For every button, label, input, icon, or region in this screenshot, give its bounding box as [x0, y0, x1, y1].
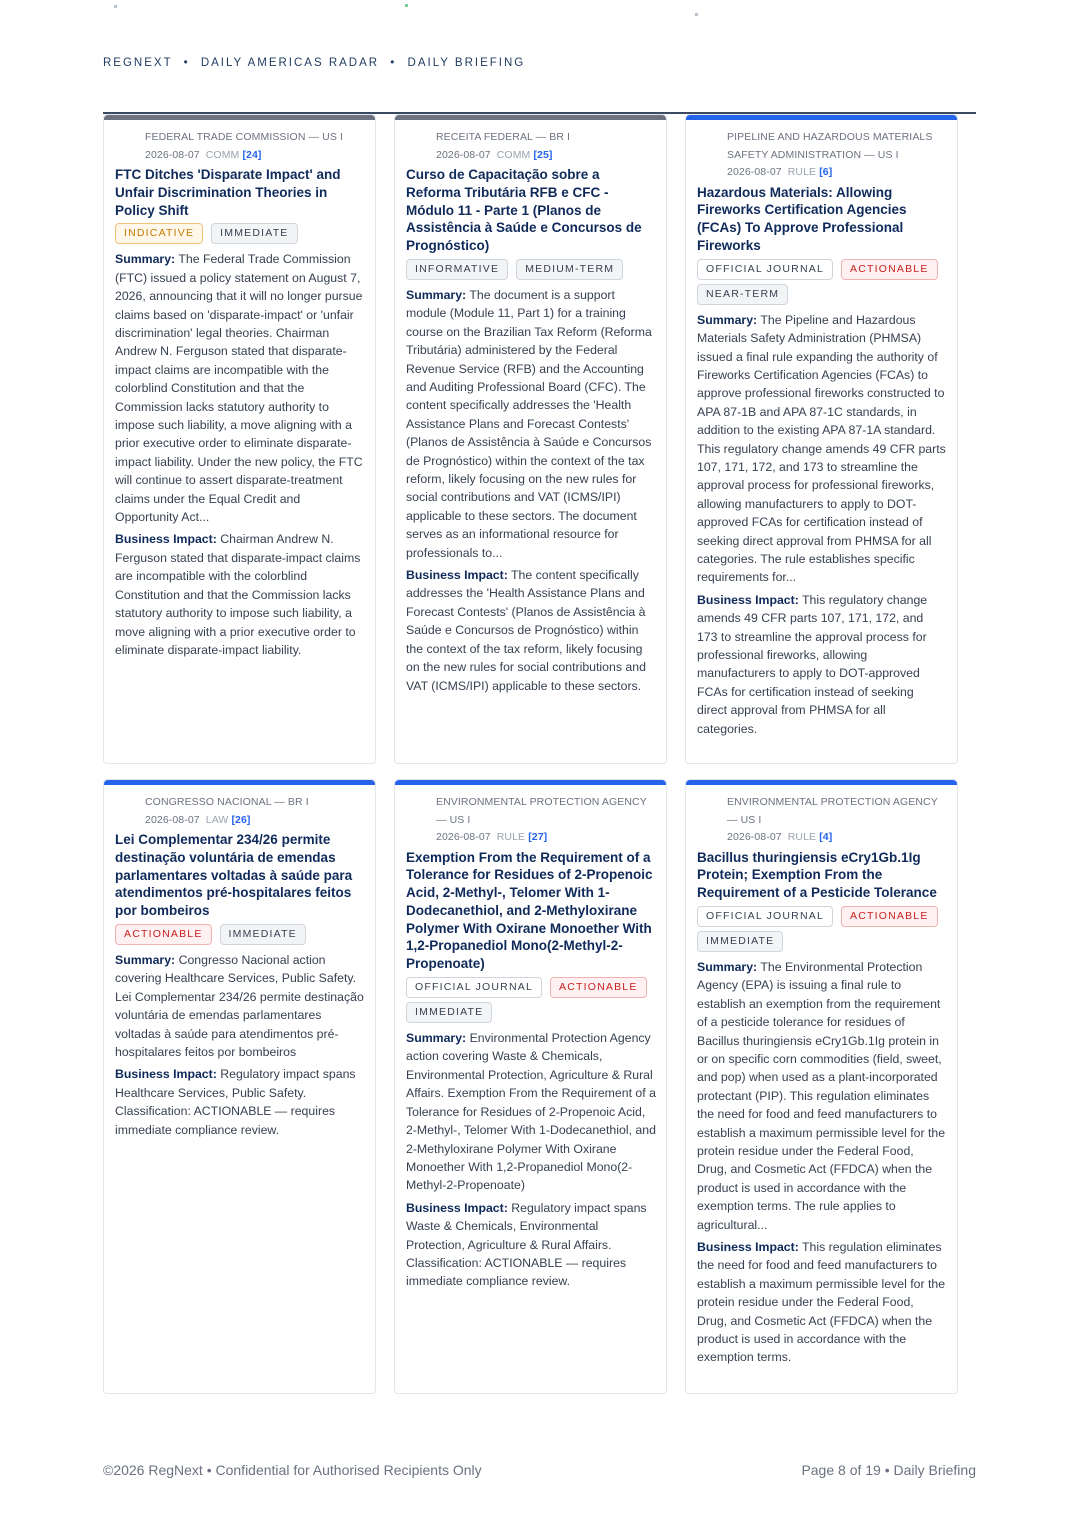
card-title[interactable]: Hazardous Materials: Allowing Fireworks Certification Agencies (FCAs) To Approve Professional Fireworks: [697, 184, 907, 253]
summary-text: The Federal Trade Commission (FTC) issued a policy statement on August 7, 2026, announcing that it will no longer pursue claims based on 'disparate-impact' or 'unfair discrimination' legal theories. Chairman Andrew N. Ferguson stated that disparate-impact claims are incompatible with the colorblind Constitution and that the Commission lacks statutory authority to impose such liability, a move aligning with a prior executive order to eliminate disparate-impact liability. Under the new policy, the FTC will continue to assert disparate-treatment claims under the Equal Credit and Opportunity Act...: [115, 252, 363, 525]
impact-text: Regulatory impact spans Healthcare Services, Public Safety. Classification: ACTIONABLE — requires immediate compliance review.: [115, 1067, 356, 1137]
briefing-card: [685, 779, 958, 1394]
card-summary: [697, 311, 947, 587]
card-business-impact: [115, 530, 365, 659]
impact-label: Business Impact:: [697, 1239, 799, 1254]
card-badges: [406, 259, 656, 280]
card-badge-neutral: INFORMATIVE: [406, 259, 508, 280]
summary-label: Summary:: [697, 312, 758, 327]
card-type: RULE: [787, 166, 817, 178]
header-doc: DAILY BRIEFING: [407, 57, 526, 69]
card-source: [697, 794, 947, 847]
card-accent-bar: [686, 780, 957, 785]
card-business-impact: [406, 1199, 656, 1291]
card-ref-link[interactable]: [25]: [533, 148, 553, 161]
card-date: 2026-08-07: [727, 831, 782, 843]
card-badges: [697, 259, 947, 305]
card-summary: [115, 951, 365, 1061]
card-agency: PIPELINE AND HAZARDOUS MATERIALS SAFETY ADMINISTRATION — US I: [727, 131, 933, 161]
impact-label: Business Impact:: [115, 532, 217, 547]
briefing-card: [103, 114, 376, 764]
card-date: 2026-08-07: [727, 166, 782, 178]
card-type: RULE: [496, 831, 526, 843]
card-business-impact: [697, 591, 947, 738]
card-date: 2026-08-07: [436, 831, 491, 843]
header-separator: •: [183, 57, 190, 69]
card-date: 2026-08-07: [145, 148, 200, 161]
card-type: COMM: [496, 148, 531, 161]
impact-label: Business Impact:: [697, 592, 799, 607]
card-body: [395, 780, 666, 1301]
impact-text: This regulatory change amends 49 CFR parts 107, 171, 172, and 173 to streamline the approval process for professional fireworks, allowing manufacturers to apply to DOT-approved FCAs for certification instead of seeking direct approval from PHMSA for all categories.: [697, 592, 928, 736]
card-ref-link[interactable]: [27]: [528, 831, 548, 843]
card-accent-bar: [104, 780, 375, 785]
briefing-card: [685, 114, 958, 764]
card-summary: [406, 286, 656, 562]
card-body: [104, 780, 375, 1149]
card-agency: FEDERAL TRADE COMMISSION — US I: [145, 131, 343, 143]
impact-text: Regulatory impact spans Waste & Chemicals, Environmental Protection, Agriculture & Rural Affairs. Classification: ACTIONABLE — requires immediate compliance review.: [406, 1200, 647, 1289]
impact-text: Chairman Andrew N. Ferguson stated that disparate-impact claims are incompatible with the colorblind Constitution and that the Commission lacks statutory authority to impose such liability, a move aligning with a prior executive order to eliminate disparate-impact liability.: [115, 532, 361, 657]
summary-text: The document is a support module (Module 11, Part 1) for a training course on the Brazilian Tax Reform (Reforma Tributária) administered by the Federal Revenue Service (RFB) and the Accounting and Auditing Professional Board (CFC). The content specifically addresses the 'Health Assistance Plans and Forecast Contests' (Planos de Assistência à Saúde e Concursos de Prognóstico) within the context of the tax reform, likely focusing on the new rules for social contributions and VAT (ICMS/IPI) applicable to these sectors. The document serves as an informational resource for professionals to...: [406, 287, 652, 560]
summary-label: Summary:: [115, 252, 176, 267]
impact-text: This regulation eliminates the need for food and feed manufacturers to establish a maximum permissible level for the protein residue under the Federal Food, Drug, and Cosmetic Act (FFDCA) when the product is used in accordance with the exemption terms.: [697, 1239, 946, 1365]
impact-label: Business Impact:: [115, 1067, 217, 1082]
card-source: [697, 129, 947, 182]
briefing-card: [394, 114, 667, 764]
card-badges: [115, 924, 365, 945]
card-badge-neutral: NEAR-TERM: [697, 284, 788, 305]
summary-text: Environmental Protection Agency action covering Waste & Chemicals, Environmental Protection, Agriculture & Rural Affairs. Exemption From the Requirement of a Tolerance for Residues of 2-Propenoic Acid, 2-Methyl-, Telomer With 1-Dodecanethiol, and 2-Methyloxirane Polymer With Oxirane Monoether With 1,2-Propanediol Mono(2-Methyl-2-Propenoate): [406, 1031, 656, 1193]
card-badge-official: OFFICIAL JOURNAL: [697, 259, 833, 280]
card-badge-actionable: ACTIONABLE: [841, 906, 938, 927]
card-title[interactable]: FTC Ditches 'Disparate Impact' and Unfair Discrimination Theories in Policy Shift: [115, 167, 341, 218]
header-brand: REGNEXT: [103, 57, 173, 69]
card-body: [686, 115, 957, 748]
card-body: [104, 115, 375, 669]
card-type: COMM: [205, 148, 240, 161]
briefing-card: [103, 779, 376, 1394]
card-type: LAW: [205, 813, 229, 826]
card-title[interactable]: Lei Complementar 234/26 permite destinação voluntária de emendas parlamentares voltadas à saúde para atendimentos pré-hospitalares feitos por bombeiros: [115, 832, 353, 919]
card-badge-neutral: IMMEDIATE: [220, 924, 306, 945]
card-ref-link[interactable]: [4]: [819, 831, 833, 843]
decorative-speck: [695, 13, 698, 16]
card-ref-link[interactable]: [26]: [231, 813, 251, 826]
card-business-impact: [115, 1065, 365, 1139]
card-badge-neutral: MEDIUM-TERM: [516, 259, 623, 280]
card-business-impact: [406, 566, 656, 695]
card-title[interactable]: Bacillus thuringiensis eCry1Gb.1Ig Protein; Exemption From the Requirement of a Pesticide Tolerance: [697, 849, 937, 901]
card-agency: CONGRESSO NACIONAL — BR I: [145, 796, 309, 808]
card-badge-official: OFFICIAL JOURNAL: [697, 906, 833, 927]
card-summary: [115, 250, 365, 526]
page-header: [103, 57, 525, 69]
card-badge-neutral: IMMEDIATE: [697, 931, 783, 952]
decorative-speck: [405, 4, 408, 7]
card-business-impact: [697, 1238, 947, 1367]
summary-label: Summary:: [406, 287, 467, 302]
card-badge-neutral: IMMEDIATE: [211, 223, 297, 244]
summary-label: Summary:: [406, 1031, 467, 1046]
card-summary: [697, 958, 947, 1234]
card-source: [406, 129, 656, 164]
card-type: RULE: [787, 831, 817, 843]
card-badges: [115, 223, 365, 244]
impact-label: Business Impact:: [406, 568, 508, 583]
summary-text: The Environmental Protection Agency (EPA) is issuing a final rule to establish an exemption from the requirement of a pesticide tolerance for residues of Bacillus thuringiensis eCry1Gb.1Ig protein in or on specific corn commodities (field, sweet, and pop) when used as a plant-incorporated protectant (PIP). This regulation eliminates the need for food and feed manufacturers to establish a maximum permissible level for the protein residue under the Federal Food, Drug, and Cosmetic Act (FFDCA) when the product is used in accordance with the exemption terms. The rule applies to agricultural...: [697, 959, 946, 1232]
decorative-speck: [114, 5, 117, 8]
card-badges: [697, 906, 947, 952]
card-title[interactable]: Exemption From the Requirement of a Tolerance for Residues of 2-Propenoic Acid, 2-Methyl-, Telomer With 1-Dodecanethiol, and 2-Methyloxirane Polymer With Oxirane Monoether With 1,2-Propanediol Mono(2-Methyl-2-Propenoate): [406, 849, 653, 972]
card-ref-link[interactable]: [24]: [242, 148, 262, 161]
card-ref-link[interactable]: [6]: [819, 166, 833, 178]
card-accent-bar: [686, 115, 957, 120]
summary-label: Summary:: [115, 952, 176, 967]
card-agency: RECEITA FEDERAL — BR I: [436, 131, 571, 143]
card-badges: [406, 977, 656, 1023]
footer-right: Page 8 of 19 • Daily Briefing: [801, 1462, 976, 1478]
impact-text: The content specifically addresses the 'Health Assistance Plans and Forecast Contests' (Planos de Assistência à Saúde e Concursos de Prognóstico) within the context of the tax reform, likely focusing on the new rules for social contributions and VAT (ICMS/IPI) applicable to these sectors.: [406, 568, 646, 693]
summary-text: Congresso Nacional action covering Healthcare Services, Public Safety. Lei Complementar 234/26 permite destinação voluntária de emendas parlamentares voltadas à saúde para atendimentos pré-hospitalares feitos por bombeiros: [115, 952, 364, 1060]
card-body: [395, 115, 666, 705]
card-badge-official: OFFICIAL JOURNAL: [406, 977, 542, 998]
card-source: [406, 794, 656, 847]
summary-label: Summary:: [697, 959, 758, 974]
briefing-card: [394, 779, 667, 1394]
card-badge-actionable: ACTIONABLE: [841, 259, 938, 280]
card-source: [115, 794, 365, 829]
card-date: 2026-08-07: [436, 148, 491, 161]
card-badge-indicative: INDICATIVE: [115, 223, 203, 244]
header-section: DAILY AMERICAS RADAR: [200, 57, 380, 69]
card-agency: ENVIRONMENTAL PROTECTION AGENCY — US I: [436, 796, 647, 826]
card-accent-bar: [395, 780, 666, 785]
card-agency: ENVIRONMENTAL PROTECTION AGENCY — US I: [727, 796, 938, 826]
card-accent-bar: [104, 115, 375, 120]
header-separator: •: [390, 57, 397, 69]
card-summary: [406, 1029, 656, 1195]
card-date: 2026-08-07: [145, 813, 200, 826]
card-body: [686, 780, 957, 1377]
card-title[interactable]: Curso de Capacitação sobre a Reforma Tributária RFB e CFC - Módulo 11 - Parte 1 (Planos de Assistência à Saúde e Concursos de Prognóstico): [406, 167, 642, 254]
card-badge-actionable: ACTIONABLE: [550, 977, 647, 998]
card-accent-bar: [395, 115, 666, 120]
summary-text: The Pipeline and Hazardous Materials Safety Administration (PHMSA) issued a final rule expanding the authority of Fireworks Certification Agencies (FCAs) to approve professional fireworks constructed to APA 87-1B and APA 87-1C standards, in addition to the existing APA 87-1A standard. This regulatory change amends 49 CFR parts 107, 171, 172, and 173 to streamline the approval process for professional fireworks, allowing manufacturers to apply to DOT-approved FCAs for certification instead of seeking direct approval from PHMSA for all categories. The rule establishes specific requirements for...: [697, 312, 946, 585]
impact-label: Business Impact:: [406, 1200, 508, 1215]
card-source: [115, 129, 365, 164]
footer-left: ©2026 RegNext • Confidential for Authorised Recipients Only: [103, 1462, 482, 1478]
card-badge-actionable: ACTIONABLE: [115, 924, 212, 945]
card-badge-neutral: IMMEDIATE: [406, 1002, 492, 1023]
